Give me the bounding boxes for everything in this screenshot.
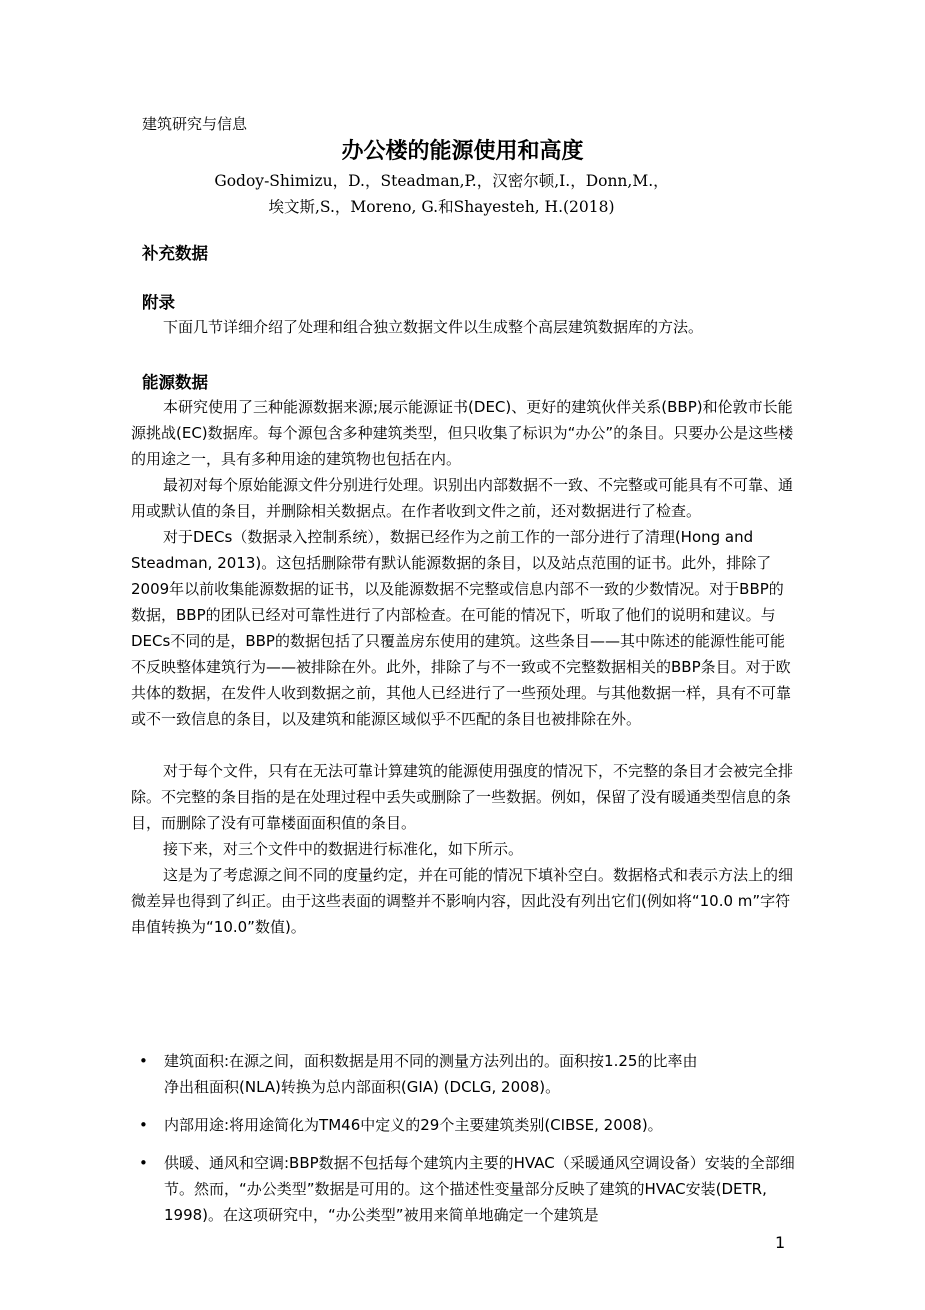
- list-item-line: 净出租面积(NLA)转换为总内部面积(GIA) (DCLG, 2008)。: [164, 1078, 561, 1096]
- bullet-icon: •: [139, 1052, 148, 1070]
- paragraph: 对于每个文件，只有在无法可靠计算建筑的能源使用强度的情况下，不完整的条目才会被完全排除。不完整的条目指的是在处理过程中丢失或删除了一些数据。例如，保留了没有暖通类型信息的条目，而删除了没有可靠楼面面积值的条目。: [131, 762, 794, 832]
- page-title: 办公楼的能源使用和高度: [341, 139, 584, 164]
- journal-name: 建筑研究与信息: [142, 115, 248, 133]
- authors-block: [0, 168, 883, 220]
- paragraph: 本研究使用了三种能源数据来源;展示能源证书(DEC)、更好的建筑伙伴关系(BBP)和伦敦市长能源挑战(EC)数据库。每个源包含多种建筑类型，但只收集了标识为“办公”的条目。只要办公是这些楼的用途之一，具有多种用途的建筑物也包括在内。: [131, 398, 794, 468]
- paragraph: 对于DECs（数据录入控制系统），数据已经作为之前工作的一部分进行了清理(Hong and Steadman, 2013)。这包括删除带有默认能源数据的条目，以及站点范围的证书。此外，排除了2009年以前收集能源数据的证书，以及能源数据不完整或信息内部不一致的少数情况。对于BBP的数据，BBP的团队已经对可靠性进行了内部检查。在可能的情况下，听取了他们的说明和建议。与DECs不同的是，BBP的数据包括了只覆盖房东使用的建筑。这些条目——其中陈述的能源性能可能不反映整体建筑行为——被排除在外。此外，排除了与不一致或不完整数据相关的BBP条目。对于欧共体的数据，在发件人收到数据之前，其他人已经进行了一些预处理。与其他数据一样，具有不可靠或不一致信息的条目，以及建筑和能源区域似乎不匹配的条目也被排除在外。: [131, 528, 792, 728]
- heading-appendix: 附录: [142, 293, 175, 312]
- bullet-icon: •: [139, 1116, 148, 1134]
- list-item-line: 建筑面积:在源之间，面积数据是用不同的测量方法列出的。面积按1.25的比率由: [164, 1052, 698, 1070]
- blank-line: [131, 732, 797, 758]
- paragraph: 这是为了考虑源之间不同的度量约定，并在可能的情况下填补空白。数据格式和表示方法上的细微差异也得到了纠正。由于这些表面的调整并不影响内容，因此没有列出它们(例如将“10.0 m”字符串值转换为“10.0”数值)。: [131, 866, 794, 936]
- list-item-line: 供暖、通风和空调:BBP数据不包括每个建筑内主要的HVAC（采暖通风空调设备）安装的全部细节。然而，“办公类型”数据是可用的。这个描述性变量部分反映了建筑的HVAC安装(DETR, 1998)。在这项研究中，“办公类型”被用来简单地确定一个建筑是: [164, 1154, 795, 1224]
- list-item: [131, 1112, 797, 1138]
- authors-line: 埃文斯,S.，Moreno, G.和Shayesteh, H.(2018): [268, 198, 615, 216]
- authors-line: Godoy-Shimizu，D.，Steadman,P.，汉密尔顿,I.，Donn,M.，: [214, 172, 669, 190]
- energy-body: [131, 394, 797, 940]
- list-item: [131, 1150, 797, 1228]
- heading-energy-data: 能源数据: [142, 373, 208, 392]
- bullet-list: [131, 1048, 797, 1240]
- bullet-icon: •: [139, 1154, 148, 1172]
- heading-supplementary: 补充数据: [142, 244, 208, 263]
- page-number: 1: [775, 1233, 786, 1252]
- paragraph: 接下来，对三个文件中的数据进行标准化，如下所示。: [163, 840, 524, 858]
- paragraph: 最初对每个原始能源文件分别进行处理。识别出内部数据不一致、不完整或可能具有不可靠、通用或默认值的条目，并删除相关数据点。在作者收到文件之前，还对数据进行了检查。: [131, 476, 794, 520]
- list-item-line: 内部用途:将用途简化为TM46中定义的29个主要建筑类别(CIBSE, 2008)。: [164, 1116, 663, 1134]
- appendix-intro: [131, 314, 797, 340]
- paragraph: 下面几节详细介绍了处理和组合独立数据文件以生成整个高层建筑数据库的方法。: [163, 318, 704, 336]
- list-item: [131, 1048, 797, 1100]
